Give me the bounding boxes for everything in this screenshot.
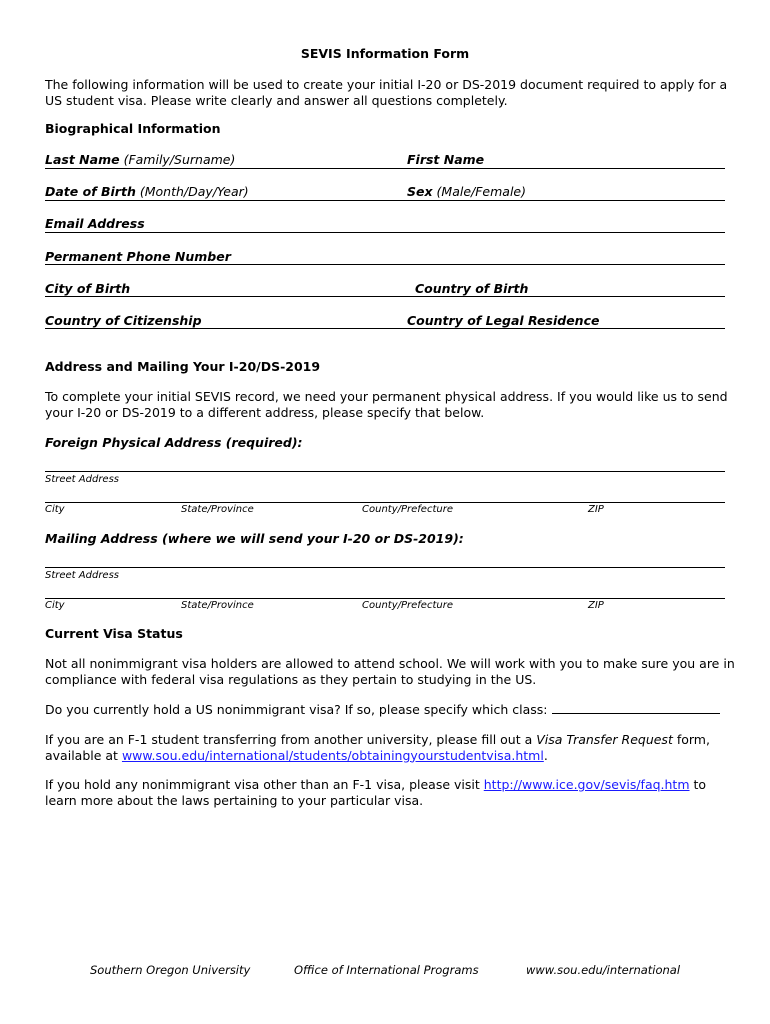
foreign-city-label: City [45, 504, 65, 515]
mailing-street-label: Street Address [45, 570, 120, 581]
citizenship-label: Country of Citizenship [45, 313, 202, 328]
foreign-state-label: State/Province [181, 504, 254, 515]
footer-university: Southern Oregon University [90, 963, 251, 977]
footer-website: www.sou.edu/international [526, 963, 681, 977]
intro-text: The following information will be used to create your initial I-20 or DS-2019 document required to apply for a US student visa. Please write clearly and answer all questions completely. [45, 77, 728, 108]
address-heading: Address and Mailing Your I-20/DS-2019 [45, 359, 321, 374]
visa-paragraph-1: Not all nonimmigrant visa holders are allowed to attend school. We will work with you to make sure you are in compliance with federal visa regulations as they pertain to studying in the US. [45, 656, 735, 687]
visa-paragraph-3: If you are an F-1 student transferring from another university, please fill out a Visa Transfer Request form, available at www.sou.edu/international/students/obtainingyourstudentvisa.html. [45, 732, 710, 763]
address-intro: To complete your initial SEVIS record, we need your permanent physical address. If you would like us to send your I-20 or DS-2019 to a different address, please specify that below. [45, 389, 728, 420]
citizenship-field-line[interactable] [45, 328, 725, 329]
mailing-address-heading: Mailing Address (where we will send your I-20 or DS-2019): [45, 531, 464, 546]
city-birth-label: City of Birth [45, 281, 131, 296]
country-birth-label: Country of Birth [415, 281, 529, 296]
last-name-label: Last Name (Family/Surname) [45, 152, 236, 167]
residence-label: Country of Legal Residence [407, 313, 600, 328]
phone-label: Permanent Phone Number [45, 249, 231, 264]
foreign-street-line[interactable] [45, 471, 725, 472]
visa-class-question: Do you currently hold a US nonimmigrant visa? If so, please specify which class: [45, 702, 735, 718]
ice-faq-link[interactable]: http://www.ice.gov/sevis/faq.htm [483, 777, 690, 792]
email-field-line[interactable] [45, 232, 725, 233]
visa-class-blank[interactable] [552, 702, 720, 714]
visa-link[interactable]: www.sou.edu/international/students/obtainingyourstudentvisa.html [121, 747, 544, 763]
foreign-street-label: Street Address [45, 474, 120, 485]
foreign-county-label: County/Prefecture [362, 504, 453, 515]
dob-field-line[interactable] [45, 200, 725, 201]
page-title: SEVIS Information Form [300, 46, 470, 61]
phone-field-line[interactable] [45, 264, 725, 265]
sex-label: Sex (Male/Female) [407, 184, 526, 199]
visa-paragraph-4: If you hold any nonimmigrant visa other than an F-1 visa, please visit http://www.ice.gov/sevis/faq.htm to learn more about the laws pertaining to your particular visa. [45, 777, 707, 808]
foreign-zip-label: ZIP [588, 504, 604, 515]
name-field-line[interactable] [45, 168, 725, 169]
mailing-zip-label: ZIP [588, 600, 604, 611]
first-name-label: First Name [407, 152, 485, 167]
foreign-address-heading: Foreign Physical Address (required): [45, 435, 303, 450]
birth-field-line[interactable] [45, 296, 725, 297]
visa-heading: Current Visa Status [45, 626, 183, 641]
dob-label: Date of Birth (Month/Day/Year) [45, 184, 249, 199]
mailing-city-label: City [45, 600, 65, 611]
mailing-city-line[interactable] [45, 598, 725, 599]
foreign-city-line[interactable] [45, 502, 725, 503]
bio-heading: Biographical Information [45, 121, 221, 136]
mailing-state-label: State/Province [181, 600, 254, 611]
mailing-street-line[interactable] [45, 567, 725, 568]
footer-office: Office of International Programs [294, 963, 479, 977]
mailing-county-label: County/Prefecture [362, 600, 453, 611]
email-label: Email Address [45, 216, 145, 231]
